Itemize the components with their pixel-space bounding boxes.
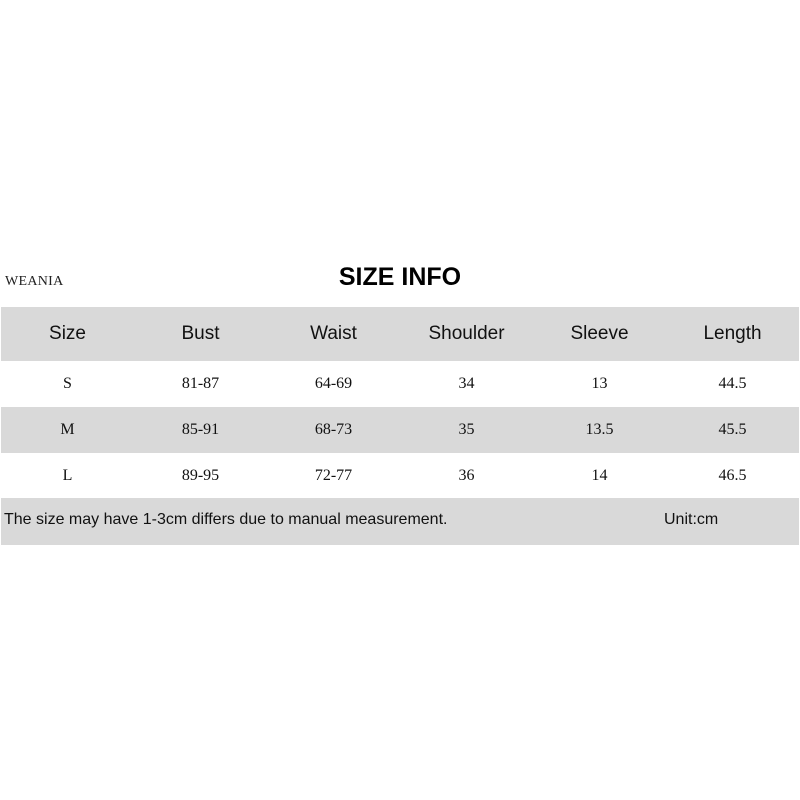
column-header-length: Length: [703, 323, 762, 344]
measurement-note: The size may have 1-3cm differs due to manual measurement.: [4, 511, 448, 528]
cell-shoulder: 35: [458, 421, 475, 438]
column-header-bust: Bust: [181, 323, 220, 344]
cell-length: 44.5: [718, 375, 747, 392]
cell-sleeve: 14: [591, 467, 608, 484]
unit-label: Unit:cm: [664, 511, 719, 528]
table-row: [1, 407, 799, 453]
column-header-sleeve: Sleeve: [570, 323, 629, 344]
cell-size: L: [62, 467, 73, 484]
cell-shoulder: 34: [458, 375, 475, 392]
page-title: SIZE INFO: [338, 263, 462, 291]
cell-length: 46.5: [718, 467, 747, 484]
measurement-note-bar: [1, 498, 799, 545]
table-row: [1, 453, 799, 499]
table-header-row: [1, 307, 799, 361]
cell-sleeve: 13: [591, 375, 608, 392]
cell-bust: 89-95: [181, 467, 220, 484]
cell-bust: 85-91: [181, 421, 220, 438]
table-row: [1, 361, 799, 407]
size-chart-table: [1, 307, 799, 499]
column-header-shoulder: Shoulder: [428, 323, 505, 344]
cell-waist: 68-73: [314, 421, 353, 438]
cell-bust: 81-87: [181, 375, 220, 392]
brand-logo: WEANIA: [5, 274, 64, 289]
cell-waist: 72-77: [314, 467, 353, 484]
cell-shoulder: 36: [458, 467, 475, 484]
cell-sleeve: 13.5: [585, 421, 614, 438]
cell-waist: 64-69: [314, 375, 353, 392]
cell-size: M: [60, 421, 75, 438]
column-header-size: Size: [49, 323, 86, 344]
cell-size: S: [63, 375, 72, 392]
column-header-waist: Waist: [310, 323, 357, 344]
cell-length: 45.5: [718, 421, 747, 438]
